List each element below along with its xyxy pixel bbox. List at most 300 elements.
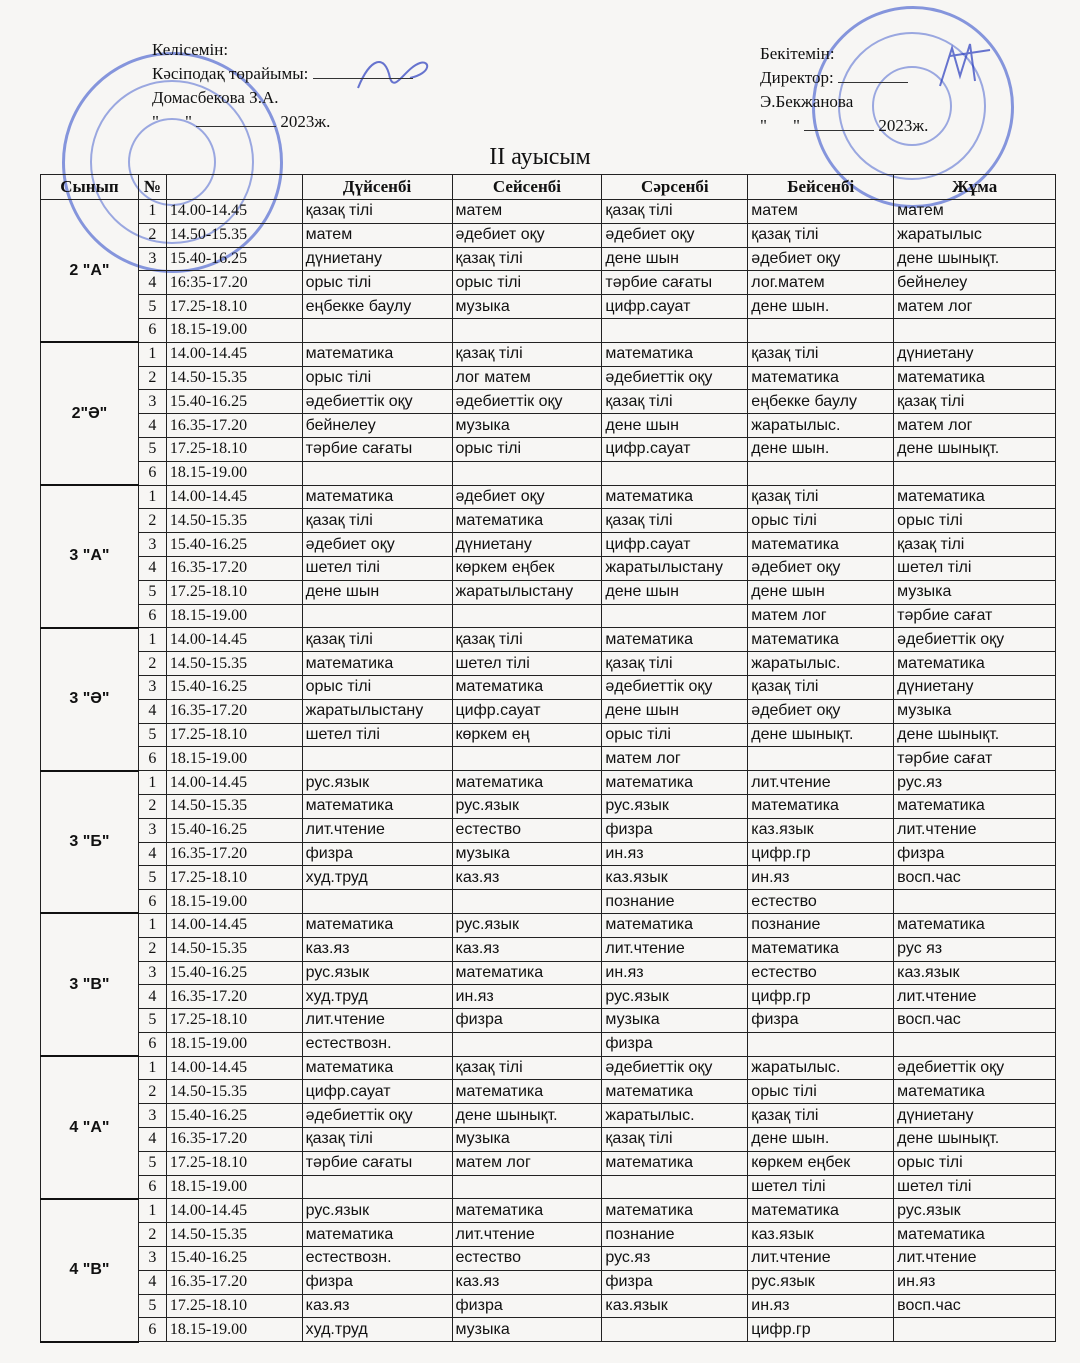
agreement-block <box>152 38 413 134</box>
thursday-subject: дене шынықт. <box>748 723 894 747</box>
tuesday-subject <box>452 1175 602 1199</box>
lesson-number: 5 <box>138 295 166 319</box>
friday-subject: дене шынықт. <box>894 1128 1056 1152</box>
thursday-subject: жаратылыс. <box>748 1056 894 1080</box>
approval-date-line: " " 2023ж. <box>760 116 929 135</box>
monday-subject <box>302 604 452 628</box>
friday-subject: дене шынықт. <box>894 247 1056 271</box>
col-header-wednesday: Сәрсенбі <box>602 175 748 200</box>
lesson-number: 4 <box>138 556 166 580</box>
tuesday-subject: дүниетану <box>452 533 602 557</box>
lesson-number: 3 <box>138 1104 166 1128</box>
lesson-time: 14.50-15.35 <box>166 223 302 247</box>
monday-subject: қазақ тілі <box>302 509 452 533</box>
friday-subject: жаратылыс <box>894 223 1056 247</box>
lesson-number: 1 <box>138 485 166 509</box>
thursday-subject: орыс тілі <box>748 509 894 533</box>
wednesday-subject: матем лог <box>602 747 748 771</box>
wednesday-subject: ин.яз <box>602 961 748 985</box>
table-row <box>41 1294 1056 1318</box>
monday-subject: дене шын <box>302 580 452 604</box>
lesson-time: 18.15-19.00 <box>166 1318 302 1342</box>
lesson-number: 6 <box>138 318 166 342</box>
monday-subject: дүниетану <box>302 247 452 271</box>
class-name-cell: 3 "Б" <box>41 771 139 914</box>
tuesday-subject: орыс тілі <box>452 437 602 461</box>
table-row <box>41 437 1056 461</box>
wednesday-subject: орыс тілі <box>602 723 748 747</box>
lesson-time: 17.25-18.10 <box>166 1009 302 1033</box>
col-header-time <box>166 175 302 200</box>
tuesday-subject: әдебиет оқу <box>452 223 602 247</box>
friday-subject <box>894 1032 1056 1056</box>
lesson-number: 4 <box>138 1270 166 1294</box>
thursday-subject: қазақ тілі <box>748 223 894 247</box>
thursday-subject: дене шын. <box>748 1128 894 1152</box>
lesson-number: 4 <box>138 985 166 1009</box>
friday-subject: орыс тілі <box>894 1151 1056 1175</box>
tuesday-subject <box>452 461 602 485</box>
lesson-number: 5 <box>138 866 166 890</box>
thursday-subject: әдебиет оқу <box>748 699 894 723</box>
lesson-time: 16.35-17.20 <box>166 1270 302 1294</box>
thursday-subject: қазақ тілі <box>748 342 894 366</box>
tuesday-subject: көркем ең <box>452 723 602 747</box>
wednesday-subject: цифр.сауат <box>602 437 748 461</box>
friday-subject: дене шынықт. <box>894 437 1056 461</box>
tuesday-subject: қазақ тілі <box>452 1056 602 1080</box>
table-row <box>41 1175 1056 1199</box>
friday-subject: математика <box>894 913 1056 937</box>
monday-subject: әдебиеттік оқу <box>302 1104 452 1128</box>
lesson-number: 2 <box>138 1223 166 1247</box>
monday-subject: әдебиет оқу <box>302 533 452 557</box>
monday-subject: каз.яз <box>302 1294 452 1318</box>
wednesday-subject: рус.язык <box>602 985 748 1009</box>
thursday-subject: қазақ тілі <box>748 675 894 699</box>
friday-subject: дүниетану <box>894 1104 1056 1128</box>
thursday-subject: қазақ тілі <box>748 1104 894 1128</box>
lesson-number: 1 <box>138 771 166 795</box>
thursday-subject: лог.матем <box>748 271 894 295</box>
wednesday-subject: физра <box>602 1032 748 1056</box>
tuesday-subject: ин.яз <box>452 985 602 1009</box>
table-row <box>41 1080 1056 1104</box>
lesson-number: 6 <box>138 604 166 628</box>
lesson-time: 16.35-17.20 <box>166 699 302 723</box>
table-row <box>41 509 1056 533</box>
wednesday-subject: лит.чтение <box>602 937 748 961</box>
tuesday-subject: физра <box>452 1294 602 1318</box>
tuesday-subject: матем <box>452 200 602 224</box>
lesson-number: 4 <box>138 699 166 723</box>
wednesday-subject: рус.язык <box>602 794 748 818</box>
thursday-subject: естество <box>748 961 894 985</box>
tuesday-subject: музыка <box>452 1318 602 1342</box>
monday-subject: жаратылыстану <box>302 699 452 723</box>
tuesday-subject: лит.чтение <box>452 1223 602 1247</box>
tuesday-subject: математика <box>452 1080 602 1104</box>
lesson-time: 17.25-18.10 <box>166 1151 302 1175</box>
wednesday-subject: математика <box>602 342 748 366</box>
friday-subject: дүниетану <box>894 675 1056 699</box>
monday-subject: математика <box>302 794 452 818</box>
lesson-number: 1 <box>138 342 166 366</box>
wednesday-subject: қазақ тілі <box>602 1128 748 1152</box>
thursday-subject: лит.чтение <box>748 771 894 795</box>
director-label: Директор: <box>760 68 834 87</box>
wednesday-subject: қазақ тілі <box>602 652 748 676</box>
lesson-time: 14.50-15.35 <box>166 366 302 390</box>
tuesday-subject <box>452 747 602 771</box>
tuesday-subject: каз.яз <box>452 866 602 890</box>
thursday-subject <box>748 1032 894 1056</box>
wednesday-subject: математика <box>602 1080 748 1104</box>
friday-subject: бейнелеу <box>894 271 1056 295</box>
wednesday-subject: физра <box>602 818 748 842</box>
lesson-time: 18.15-19.00 <box>166 890 302 914</box>
col-header-monday: Дүйсенбі <box>302 175 452 200</box>
table-row <box>41 1223 1056 1247</box>
union-chair-label: Кәсіподақ төрайымы: <box>152 64 309 83</box>
monday-subject: математика <box>302 485 452 509</box>
monday-subject: рус.язык <box>302 771 452 795</box>
lesson-time: 14.00-14.45 <box>166 628 302 652</box>
table-row <box>41 747 1056 771</box>
lesson-time: 14.50-15.35 <box>166 937 302 961</box>
table-row <box>41 937 1056 961</box>
friday-subject: рус.язык <box>894 1199 1056 1223</box>
friday-subject <box>894 1318 1056 1342</box>
lesson-time: 17.25-18.10 <box>166 295 302 319</box>
table-row <box>41 1032 1056 1056</box>
tuesday-subject: әдебиеттік оқу <box>452 390 602 414</box>
lesson-number: 2 <box>138 794 166 818</box>
lesson-time: 15.40-16.25 <box>166 1247 302 1271</box>
thursday-subject: математика <box>748 937 894 961</box>
wednesday-subject: қазақ тілі <box>602 200 748 224</box>
friday-subject: ин.яз <box>894 1270 1056 1294</box>
friday-subject: матем лог <box>894 414 1056 438</box>
lesson-number: 1 <box>138 1199 166 1223</box>
lesson-number: 5 <box>138 1151 166 1175</box>
lesson-number: 3 <box>138 247 166 271</box>
tuesday-subject: жаратылыстану <box>452 580 602 604</box>
table-row <box>41 461 1056 485</box>
lesson-number: 3 <box>138 818 166 842</box>
thursday-subject: каз.язык <box>748 818 894 842</box>
thursday-subject: дене шын. <box>748 437 894 461</box>
thursday-subject: қазақ тілі <box>748 485 894 509</box>
col-header-friday: Жұма <box>894 175 1056 200</box>
tuesday-subject <box>452 604 602 628</box>
monday-subject: қазақ тілі <box>302 628 452 652</box>
wednesday-subject: рус.яз <box>602 1247 748 1271</box>
tuesday-subject: каз.яз <box>452 937 602 961</box>
class-name-cell: 4 "А" <box>41 1056 139 1199</box>
lesson-number: 6 <box>138 461 166 485</box>
lesson-time: 15.40-16.25 <box>166 533 302 557</box>
schedule-table <box>40 174 1056 1343</box>
friday-subject: лит.чтение <box>894 985 1056 1009</box>
lesson-time: 14.50-15.35 <box>166 1080 302 1104</box>
monday-subject: худ.труд <box>302 1318 452 1342</box>
friday-subject: әдебиеттік оқу <box>894 1056 1056 1080</box>
friday-subject: матем <box>894 200 1056 224</box>
tuesday-subject: қазақ тілі <box>452 628 602 652</box>
friday-subject: лит.чтение <box>894 818 1056 842</box>
monday-subject: бейнелеу <box>302 414 452 438</box>
wednesday-subject: дене шын <box>602 414 748 438</box>
thursday-subject: орыс тілі <box>748 1080 894 1104</box>
table-row <box>41 866 1056 890</box>
thursday-subject: математика <box>748 533 894 557</box>
lesson-time: 14.00-14.45 <box>166 485 302 509</box>
thursday-subject: дене шын <box>748 580 894 604</box>
thursday-subject: жаратылыс. <box>748 652 894 676</box>
thursday-subject: цифр.гр <box>748 1318 894 1342</box>
thursday-subject: рус.язык <box>748 1270 894 1294</box>
monday-subject: матем <box>302 223 452 247</box>
wednesday-subject <box>602 1175 748 1199</box>
friday-subject: лит.чтение <box>894 1247 1056 1271</box>
wednesday-subject <box>602 318 748 342</box>
tuesday-subject: каз.яз <box>452 1270 602 1294</box>
lesson-number: 6 <box>138 1032 166 1056</box>
tuesday-subject: қазақ тілі <box>452 247 602 271</box>
table-row <box>41 794 1056 818</box>
table-row <box>41 295 1056 319</box>
monday-subject: физра <box>302 1270 452 1294</box>
thursday-subject: әдебиет оқу <box>748 247 894 271</box>
monday-subject: шетел тілі <box>302 723 452 747</box>
tuesday-subject: цифр.сауат <box>452 699 602 723</box>
tuesday-subject: шетел тілі <box>452 652 602 676</box>
class-name-cell: 2"Ә" <box>41 342 139 485</box>
lesson-time: 17.25-18.10 <box>166 580 302 604</box>
lesson-number: 4 <box>138 271 166 295</box>
table-row <box>41 247 1056 271</box>
wednesday-subject: математика <box>602 1199 748 1223</box>
monday-subject: математика <box>302 342 452 366</box>
class-name-cell: 3 "А" <box>41 485 139 628</box>
thursday-subject: жаратылыс. <box>748 414 894 438</box>
schedule-body <box>41 200 1056 1342</box>
approval-date-blank <box>804 116 874 131</box>
wednesday-subject: познание <box>602 1223 748 1247</box>
thursday-subject: естество <box>748 890 894 914</box>
friday-subject: дене шынықт. <box>894 723 1056 747</box>
lesson-time: 14.00-14.45 <box>166 200 302 224</box>
tuesday-subject: дене шынықт. <box>452 1104 602 1128</box>
lesson-number: 2 <box>138 366 166 390</box>
friday-subject: математика <box>894 652 1056 676</box>
friday-subject: матем лог <box>894 295 1056 319</box>
thursday-subject: каз.язык <box>748 1223 894 1247</box>
lesson-number: 3 <box>138 961 166 985</box>
lesson-number: 2 <box>138 937 166 961</box>
tuesday-subject: музыка <box>452 842 602 866</box>
wednesday-subject: қазақ тілі <box>602 390 748 414</box>
monday-subject: математика <box>302 1223 452 1247</box>
friday-subject: математика <box>894 485 1056 509</box>
right-signature <box>930 36 1000 96</box>
lesson-number: 1 <box>138 1056 166 1080</box>
table-row <box>41 1151 1056 1175</box>
friday-subject: тәрбие сағат <box>894 604 1056 628</box>
lesson-time: 16.35-17.20 <box>166 556 302 580</box>
wednesday-subject: жаратылыстану <box>602 556 748 580</box>
lesson-number: 3 <box>138 675 166 699</box>
thursday-subject: әдебиет оқу <box>748 556 894 580</box>
wednesday-subject: каз.язык <box>602 866 748 890</box>
lesson-time: 18.15-19.00 <box>166 461 302 485</box>
thursday-subject <box>748 747 894 771</box>
tuesday-subject: орыс тілі <box>452 271 602 295</box>
thursday-subject: физра <box>748 1009 894 1033</box>
table-row <box>41 1056 1056 1080</box>
lesson-time: 14.50-15.35 <box>166 794 302 818</box>
wednesday-subject: математика <box>602 1151 748 1175</box>
lesson-time: 17.25-18.10 <box>166 437 302 461</box>
table-row <box>41 771 1056 795</box>
friday-subject: физра <box>894 842 1056 866</box>
class-name-cell: 4 "В" <box>41 1199 139 1342</box>
table-row <box>41 913 1056 937</box>
lesson-number: 1 <box>138 628 166 652</box>
union-chair-name: Домасбекова З.А. <box>152 88 279 107</box>
thursday-subject <box>748 318 894 342</box>
thursday-subject <box>748 461 894 485</box>
wednesday-subject: математика <box>602 628 748 652</box>
friday-subject: дүниетану <box>894 342 1056 366</box>
monday-subject: рус.язык <box>302 961 452 985</box>
table-row <box>41 985 1056 1009</box>
friday-subject: әдебиеттік оқу <box>894 628 1056 652</box>
friday-subject: рус яз <box>894 937 1056 961</box>
friday-subject <box>894 318 1056 342</box>
monday-subject: естествозн. <box>302 1032 452 1056</box>
wednesday-subject: познание <box>602 890 748 914</box>
lesson-time: 14.00-14.45 <box>166 1199 302 1223</box>
lesson-number: 5 <box>138 1294 166 1318</box>
monday-subject: орыс тілі <box>302 271 452 295</box>
tuesday-subject: естество <box>452 818 602 842</box>
director-line <box>760 66 928 90</box>
lesson-time: 14.00-14.45 <box>166 913 302 937</box>
tuesday-subject: рус.язык <box>452 913 602 937</box>
monday-subject: математика <box>302 1056 452 1080</box>
table-row <box>41 485 1056 509</box>
friday-subject: математика <box>894 1080 1056 1104</box>
monday-subject: әдебиеттік оқу <box>302 390 452 414</box>
lesson-number: 1 <box>138 913 166 937</box>
monday-subject: цифр.сауат <box>302 1080 452 1104</box>
lesson-number: 5 <box>138 723 166 747</box>
lesson-time: 14.50-15.35 <box>166 509 302 533</box>
monday-subject: лит.чтение <box>302 1009 452 1033</box>
col-header-class: Сынып <box>41 175 139 200</box>
wednesday-subject: музыка <box>602 1009 748 1033</box>
lesson-time: 15.40-16.25 <box>166 675 302 699</box>
lesson-time: 15.40-16.25 <box>166 818 302 842</box>
lesson-number: 2 <box>138 223 166 247</box>
col-header-number: № <box>138 175 166 200</box>
table-row <box>41 556 1056 580</box>
lesson-number: 6 <box>138 890 166 914</box>
friday-subject: математика <box>894 1223 1056 1247</box>
wednesday-subject: ин.яз <box>602 842 748 866</box>
table-row <box>41 1199 1056 1223</box>
table-row <box>41 366 1056 390</box>
lesson-time: 18.15-19.00 <box>166 1175 302 1199</box>
agreement-heading: Келісемін: <box>152 40 229 59</box>
table-row <box>41 1270 1056 1294</box>
tuesday-subject: физра <box>452 1009 602 1033</box>
monday-subject: математика <box>302 652 452 676</box>
lesson-time: 18.15-19.00 <box>166 747 302 771</box>
friday-subject: математика <box>894 794 1056 818</box>
approval-year: 2023ж. <box>878 116 929 135</box>
tuesday-subject: математика <box>452 1199 602 1223</box>
friday-subject: восп.час <box>894 1294 1056 1318</box>
approval-block <box>760 42 928 138</box>
lesson-number: 2 <box>138 509 166 533</box>
friday-subject: восп.час <box>894 1009 1056 1033</box>
wednesday-subject: қазақ тілі <box>602 509 748 533</box>
tuesday-subject: рус.язык <box>452 794 602 818</box>
lesson-number: 6 <box>138 747 166 771</box>
class-name-cell: 2 "А" <box>41 200 139 343</box>
friday-subject: шетел тілі <box>894 556 1056 580</box>
tuesday-subject: қазақ тілі <box>452 342 602 366</box>
table-row <box>41 1009 1056 1033</box>
table-row <box>41 699 1056 723</box>
agreement-year: 2023ж. <box>280 112 331 131</box>
monday-subject: лит.чтение <box>302 818 452 842</box>
wednesday-subject <box>602 461 748 485</box>
lesson-number: 4 <box>138 1128 166 1152</box>
col-header-thursday: Бейсенбі <box>748 175 894 200</box>
wednesday-subject: дене шын <box>602 580 748 604</box>
tuesday-subject: лог матем <box>452 366 602 390</box>
lesson-number: 3 <box>138 390 166 414</box>
friday-subject: қазақ тілі <box>894 533 1056 557</box>
lesson-time: 14.00-14.45 <box>166 1056 302 1080</box>
tuesday-subject: математика <box>452 961 602 985</box>
agreement-date-line: " " 2023ж. <box>152 112 331 131</box>
friday-subject: каз.язык <box>894 961 1056 985</box>
lesson-number: 5 <box>138 1009 166 1033</box>
wednesday-subject: тәрбие сағаты <box>602 271 748 295</box>
tuesday-subject: музыка <box>452 295 602 319</box>
table-row <box>41 342 1056 366</box>
table-header-row <box>41 175 1056 200</box>
lesson-number: 6 <box>138 1318 166 1342</box>
friday-subject: музыка <box>894 699 1056 723</box>
lesson-number: 3 <box>138 1247 166 1271</box>
thursday-subject: ин.яз <box>748 866 894 890</box>
friday-subject: орыс тілі <box>894 509 1056 533</box>
friday-subject <box>894 890 1056 914</box>
table-row <box>41 723 1056 747</box>
approval-heading: Бекітемін: <box>760 44 835 63</box>
wednesday-subject: цифр.сауат <box>602 533 748 557</box>
monday-subject: орыс тілі <box>302 675 452 699</box>
table-row <box>41 842 1056 866</box>
thursday-subject: матем лог <box>748 604 894 628</box>
lesson-number: 6 <box>138 1175 166 1199</box>
